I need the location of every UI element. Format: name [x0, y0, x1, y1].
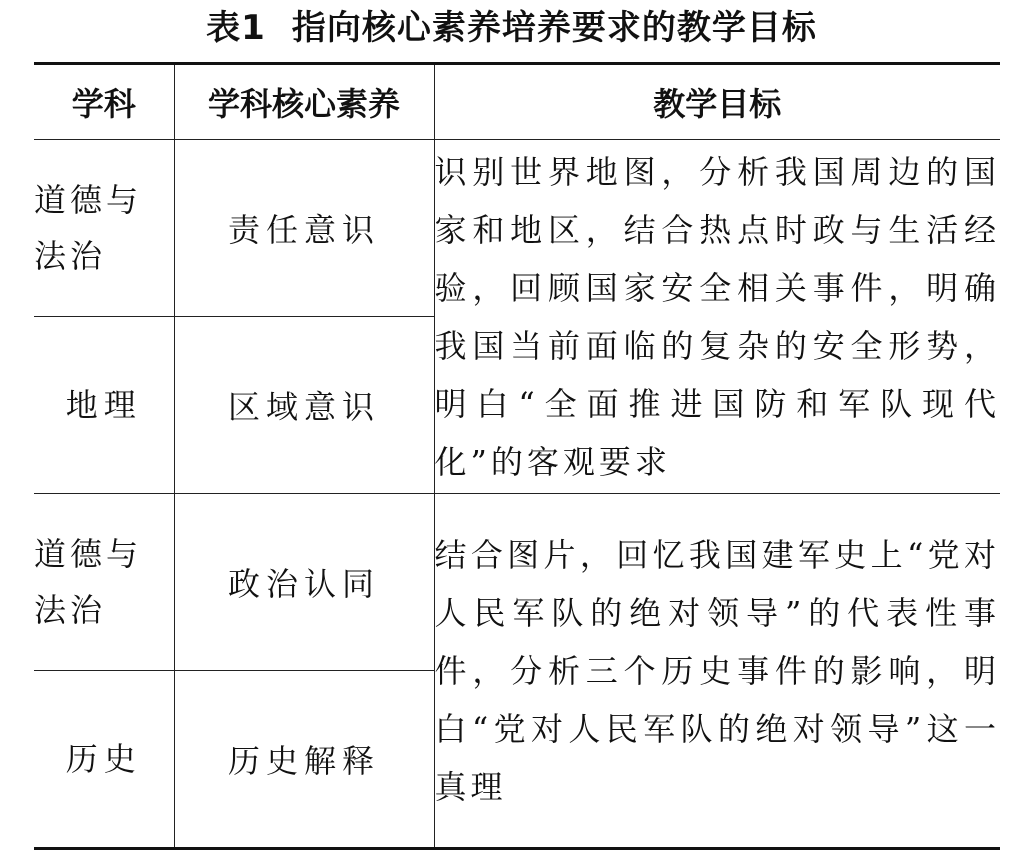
table-number: 表1 [206, 8, 266, 48]
header-core-literacy: 学科核心素养 [174, 64, 434, 140]
table-caption [0, 4, 1017, 52]
teaching-goal-cell: 识别世界地图，分析我国周边的国家和地区，结合热点时政与生活经验，回顾国家安全相关事件，明确我国当前面临的复杂的安全形势，明白“全面推进国防和军队现代化”的客观要求 [434, 140, 1000, 494]
table-title: 指向核心素养培养要求的教学目标 [291, 8, 817, 48]
subject-cell: 道德与法治 [34, 494, 174, 671]
teaching-goal-cell: 结合图片，回忆我国建军史上“党对人民军队的绝对领导”的代表性事件，分析三个历史事件的影响，明白“党对人民军队的绝对领导”这一真理 [434, 494, 1000, 849]
core-literacy-cell: 责任意识 [174, 140, 434, 317]
header-teaching-goal: 教学目标 [434, 64, 1000, 140]
core-literacy-cell: 区域意识 [174, 317, 434, 494]
teaching-goals-table [34, 62, 1000, 850]
table-row [34, 140, 1000, 317]
table-row [34, 494, 1000, 671]
subject-cell: 历史 [34, 671, 174, 849]
header-subject: 学科 [34, 64, 174, 140]
core-literacy-cell: 历史解释 [174, 671, 434, 849]
subject-cell: 道德与法治 [34, 140, 174, 317]
core-literacy-cell: 政治认同 [174, 494, 434, 671]
table-header-row [34, 64, 1000, 140]
subject-cell: 地理 [34, 317, 174, 494]
